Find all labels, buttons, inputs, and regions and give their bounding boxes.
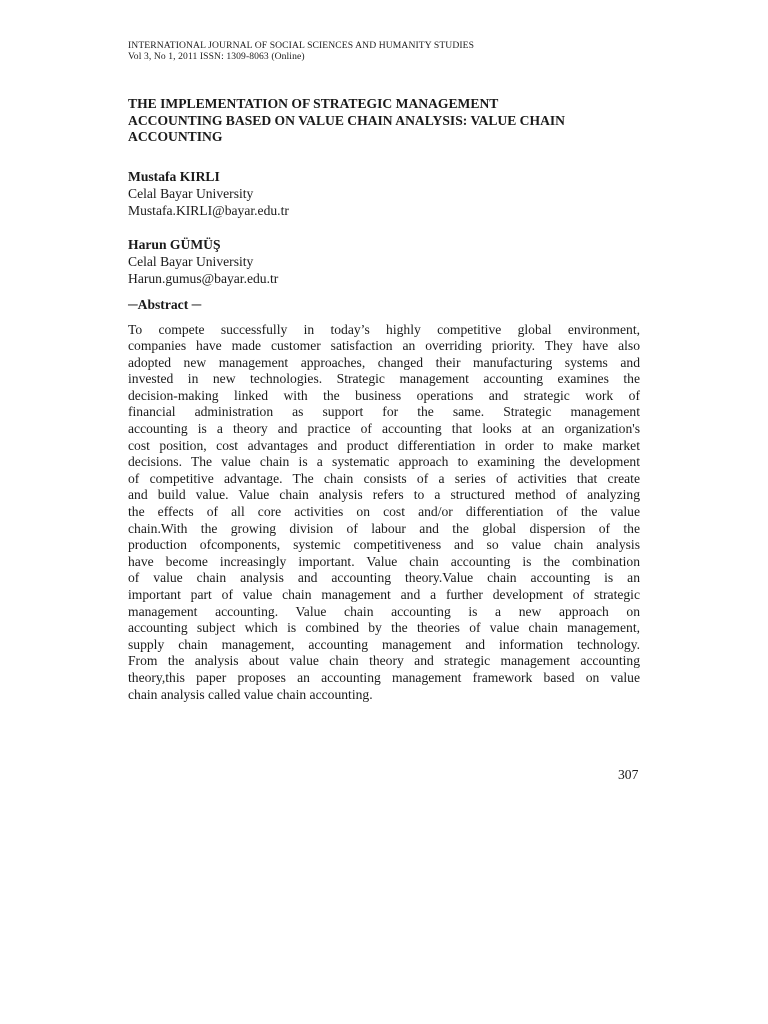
- abstract-line: the effects of all core activities on cost and/or differentiation of the value: [128, 504, 640, 520]
- abstract-line: To compete successfully in today’s highly competitive global environment,: [128, 321, 640, 337]
- abstract-line: have become increasingly important. Value chain accounting is the combination: [128, 553, 640, 569]
- abstract-line: chain.With the growing division of labour and the global dispersion of the: [128, 520, 640, 536]
- abstract-line: chain analysis called value chain accounting.: [128, 686, 373, 702]
- author-email: Mustafa.KIRLI@bayar.edu.tr: [128, 202, 289, 218]
- title-line: ACCOUNTING BASED ON VALUE CHAIN ANALYSIS: VALUE CHAIN: [128, 112, 565, 128]
- paper-title: [128, 96, 640, 146]
- abstract-line: production ofcomponents, systemic competitiveness and so value chain analysis: [128, 537, 640, 553]
- abstract-line: accounting subject which is combined by the theories of value chain management,: [128, 620, 640, 636]
- abstract-line: management accounting. Value chain accounting is a new approach on: [128, 603, 640, 619]
- journal-volume-info: Vol 3, No 1, 2011 ISSN: 1309-8063 (Online): [128, 51, 305, 62]
- author-affiliation: Celal Bayar University: [128, 253, 254, 269]
- abstract-line: companies have made customer satisfaction an overriding priority. They have also: [128, 338, 640, 354]
- title-line: ACCOUNTING: [128, 129, 223, 144]
- author-name: Harun GÜMÜŞ: [128, 236, 221, 252]
- author-email: Harun.gumus@bayar.edu.tr: [128, 270, 279, 286]
- abstract-line: of competitive advantage. The chain consists of a series of activities that create: [128, 470, 640, 486]
- abstract-body: [128, 322, 640, 704]
- author-block: [128, 168, 640, 219]
- abstract-heading: ─Abstract ─: [128, 296, 202, 312]
- abstract-line: cost position, cost advantages and product differentiation in order to make market: [128, 437, 640, 453]
- author-affiliation: Celal Bayar University: [128, 185, 254, 201]
- abstract-line: supply chain management, accounting management and information technology.: [128, 636, 640, 652]
- journal-name: INTERNATIONAL JOURNAL OF SOCIAL SCIENCES AND HUMANITY STUDIES: [128, 40, 475, 51]
- abstract-line: and build value. Value chain analysis refers to a structured method of analyzing: [128, 487, 640, 503]
- abstract-line: theory,this paper proposes an accounting management framework based on value: [128, 669, 640, 685]
- author-block: [128, 236, 640, 287]
- abstract-line: decision-making linked with the business operations and strategic work of: [128, 387, 640, 403]
- abstract-line: financial administration as support for the same. Strategic management: [128, 404, 640, 420]
- title-line: THE IMPLEMENTATION OF STRATEGIC MANAGEMENT: [128, 96, 499, 111]
- abstract-line: adopted new management approaches, changed their manufacturing systems and: [128, 354, 640, 370]
- abstract-line: of value chain analysis and accounting theory.Value chain accounting is an: [128, 570, 640, 586]
- abstract-line: important part of value chain management and a further development of strategic: [128, 587, 640, 602]
- journal-header: [128, 40, 640, 62]
- abstract-line: From the analysis about value chain theory and strategic management accounting: [128, 653, 640, 669]
- page-number: 307: [618, 767, 639, 782]
- paper-page: [128, 40, 640, 703]
- abstract-line: invested in new technologies. Strategic management accounting examines the: [128, 371, 640, 387]
- abstract-line: decisions. The value chain is a systematic approach to examining the development: [128, 454, 640, 470]
- abstract-line: accounting is a theory and practice of accounting that looks at an organization's: [128, 421, 640, 437]
- author-name: Mustafa KIRLI: [128, 168, 220, 184]
